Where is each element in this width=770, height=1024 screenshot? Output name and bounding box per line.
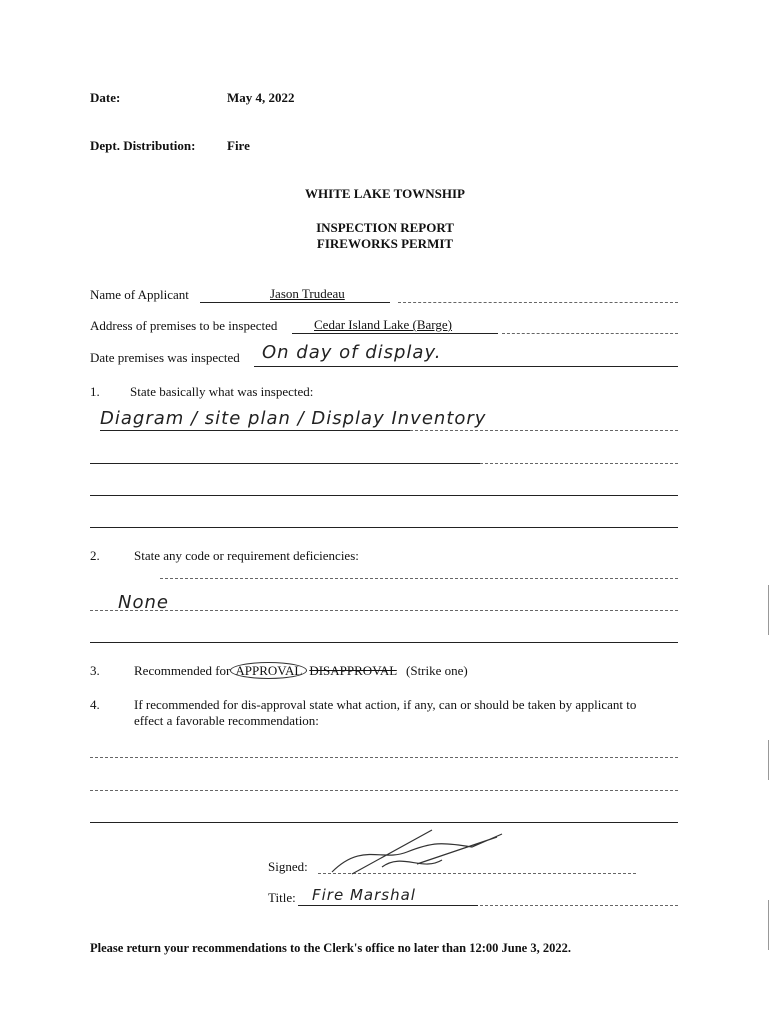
applicant-dashes <box>398 302 678 303</box>
item4-question-line2: effect a favorable recommendation: <box>134 713 319 728</box>
item1-question: State basically what was inspected: <box>130 384 314 399</box>
item1-handwritten: Diagram / site plan / Display Inventory <box>100 408 487 429</box>
address-underline <box>292 333 498 334</box>
item2-question: State any code or requirement deficiencies: <box>134 548 359 563</box>
item3-recommendation <box>134 663 468 679</box>
item1-line-4 <box>90 527 678 528</box>
address-value: Cedar Island Lake (Barge) <box>314 317 453 332</box>
item2-dashes-2 <box>90 610 678 611</box>
item2-dashes-1 <box>160 578 678 579</box>
address-label: Address of premises to be inspected <box>90 318 278 333</box>
item1-dashes-1 <box>410 430 678 431</box>
strike-one-note: (Strike one) <box>406 663 468 678</box>
item3-number: 3. <box>90 663 100 678</box>
applicant-label: Name of Applicant <box>90 287 189 302</box>
item4-dashes-2 <box>90 790 678 791</box>
scan-artifact <box>768 585 769 635</box>
item1-number: 1. <box>90 384 100 399</box>
disapproval-struck: DISAPPROVAL <box>309 663 397 678</box>
date-inspected-handwritten: On day of display. <box>262 342 442 363</box>
applicant-value: Jason Trudeau <box>270 286 345 301</box>
signed-label: Signed: <box>268 859 308 874</box>
item1-line-3 <box>90 495 678 496</box>
date-inspected-underline <box>254 366 678 367</box>
permit-title: FIREWORKS PERMIT <box>316 236 454 251</box>
dept-distribution-value: Fire <box>227 138 250 153</box>
item1-line-2 <box>90 463 480 464</box>
item1-line-1 <box>100 430 410 431</box>
title-dashes <box>480 905 678 906</box>
title-handwritten: Fire Marshal <box>312 886 416 904</box>
title-underline <box>298 905 478 906</box>
scan-artifact <box>768 740 769 780</box>
item4-question-line1: If recommended for dis-approval state what action, if any, can or should be taken by applicant to <box>134 697 637 712</box>
footer-instruction: Please return your recommendations to the Clerk's office no later than 12:00 June 3, 2022. <box>90 941 571 955</box>
dept-distribution-label: Dept. Distribution: <box>90 138 196 153</box>
signature-scribble <box>322 822 522 882</box>
item2-handwritten: None <box>118 592 169 613</box>
item2-line <box>90 642 678 643</box>
date-value: May 4, 2022 <box>227 90 295 105</box>
item4-number: 4. <box>90 697 100 712</box>
scan-artifact <box>768 900 769 950</box>
address-dashes <box>502 333 678 334</box>
approval-circled: APPROVAL <box>230 662 307 679</box>
date-label: Date: <box>90 90 121 105</box>
item1-dashes-2 <box>480 463 678 464</box>
report-title: INSPECTION REPORT <box>316 220 454 235</box>
township-title: WHITE LAKE TOWNSHIP <box>305 186 465 201</box>
item4-dashes-1 <box>90 757 678 758</box>
item2-number: 2. <box>90 548 100 563</box>
title-label: Title: <box>268 890 296 905</box>
item3-prefix: Recommended for <box>134 663 231 678</box>
date-inspected-label: Date premises was inspected <box>90 350 240 365</box>
applicant-underline <box>200 302 390 303</box>
